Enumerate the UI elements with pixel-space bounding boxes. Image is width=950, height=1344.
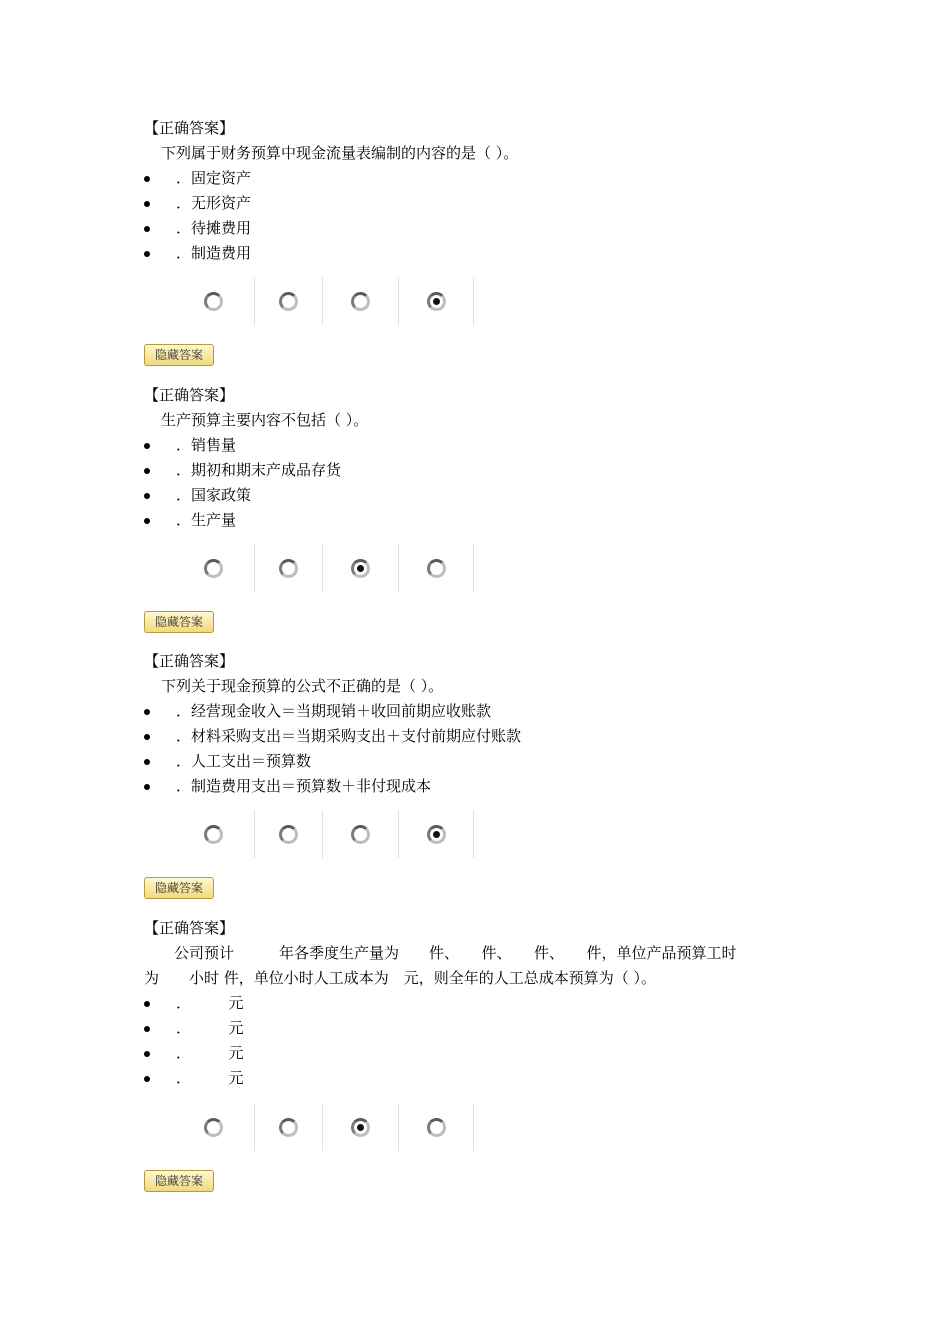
- hide-answer-button[interactable]: 隐藏答案: [144, 611, 214, 633]
- option-text: ．待摊费用: [176, 219, 252, 237]
- answer-heading: 【正确答案】: [144, 386, 235, 404]
- question-stem: 下列关于现金预算的公式不正确的是（ ）。: [161, 677, 444, 695]
- radio-cell-b: [255, 1103, 323, 1151]
- answer-heading: 【正确答案】: [144, 652, 235, 670]
- bullet-icon: [144, 1026, 150, 1032]
- radio-option-c[interactable]: [351, 1118, 370, 1137]
- radio-cell-c: [323, 277, 399, 325]
- radio-cell-a: [172, 544, 255, 592]
- radio-cell-b: [255, 810, 323, 858]
- radio-option-c[interactable]: [351, 292, 370, 311]
- bullet-icon: [144, 518, 150, 524]
- option-text: ． 元: [176, 994, 244, 1012]
- radio-option-c[interactable]: [351, 825, 370, 844]
- option-text: ． 元: [176, 1044, 244, 1062]
- option-text: ．材料采购支出＝当期采购支出＋支付前期应付账款: [176, 727, 522, 745]
- radio-option-a[interactable]: [204, 1118, 223, 1137]
- answer-radio-group: [172, 810, 474, 858]
- bullet-icon: [144, 1051, 150, 1057]
- radio-option-d[interactable]: [427, 1118, 446, 1137]
- question-stem: 下列属于财务预算中现金流量表编制的内容的是（ ）。: [161, 144, 519, 162]
- radio-cell-c: [323, 810, 399, 858]
- answer-heading: 【正确答案】: [144, 119, 235, 137]
- radio-option-b[interactable]: [279, 559, 298, 578]
- bullet-icon: [144, 226, 150, 232]
- option-text: ．国家政策: [176, 486, 252, 504]
- radio-cell-d: [399, 544, 474, 592]
- radio-option-d[interactable]: [427, 825, 446, 844]
- bullet-icon: [144, 784, 150, 790]
- bullet-icon: [144, 251, 150, 257]
- radio-cell-d: [399, 1103, 474, 1151]
- option-text: ．经营现金收入＝当期现销＋收回前期应收账款: [176, 702, 492, 720]
- question-stem: 生产预算主要内容不包括（ ）。: [161, 411, 369, 429]
- radio-cell-d: [399, 277, 474, 325]
- option-text: ．期初和期末产成品存货: [176, 461, 342, 479]
- stem-line-2: 为 小时 件，单位小时人工成本为 元，则全年的人工总成本预算为（ ）。: [144, 969, 657, 987]
- radio-cell-c: [323, 544, 399, 592]
- bullet-icon: [144, 734, 150, 740]
- radio-option-a[interactable]: [204, 559, 223, 578]
- radio-option-a[interactable]: [204, 825, 223, 844]
- option-text: ．无形资产: [176, 194, 252, 212]
- radio-option-b[interactable]: [279, 825, 298, 844]
- radio-cell-c: [323, 1103, 399, 1151]
- bullet-icon: [144, 1001, 150, 1007]
- radio-option-d[interactable]: [427, 559, 446, 578]
- radio-option-b[interactable]: [279, 292, 298, 311]
- hide-answer-button[interactable]: 隐藏答案: [144, 877, 214, 899]
- option-text: ．销售量: [176, 436, 237, 454]
- option-text: ． 元: [176, 1069, 244, 1087]
- bullet-icon: [144, 443, 150, 449]
- radio-option-b[interactable]: [279, 1118, 298, 1137]
- bullet-icon: [144, 759, 150, 765]
- radio-option-d[interactable]: [427, 292, 446, 311]
- bullet-icon: [144, 468, 150, 474]
- hide-answer-button[interactable]: 隐藏答案: [144, 1170, 214, 1192]
- radio-cell-a: [172, 810, 255, 858]
- bullet-icon: [144, 493, 150, 499]
- radio-option-a[interactable]: [204, 292, 223, 311]
- option-text: ．生产量: [176, 511, 237, 529]
- radio-option-c[interactable]: [351, 559, 370, 578]
- option-text: ．制造费用: [176, 244, 252, 262]
- radio-cell-a: [172, 277, 255, 325]
- option-text: ．人工支出＝预算数: [176, 752, 312, 770]
- answer-radio-group: [172, 1103, 474, 1151]
- radio-cell-b: [255, 544, 323, 592]
- stem-line-1: [144, 941, 824, 966]
- option-text: ．固定资产: [176, 169, 252, 187]
- answer-radio-group: [172, 277, 474, 325]
- bullet-icon: [144, 1076, 150, 1082]
- radio-cell-b: [255, 277, 323, 325]
- bullet-icon: [144, 176, 150, 182]
- option-text: ． 元: [176, 1019, 244, 1037]
- stem-line-1-text: 公司预计 年各季度生产量为 件、 件、 件、 件，单位产品预算工时: [174, 944, 737, 962]
- radio-cell-a: [172, 1103, 255, 1151]
- bullet-icon: [144, 709, 150, 715]
- question-stem: [144, 941, 824, 991]
- answer-radio-group: [172, 544, 474, 592]
- hide-answer-button[interactable]: 隐藏答案: [144, 344, 214, 366]
- bullet-icon: [144, 201, 150, 207]
- option-text: ．制造费用支出＝预算数＋非付现成本: [176, 777, 432, 795]
- answer-heading: 【正确答案】: [144, 919, 235, 937]
- radio-cell-d: [399, 810, 474, 858]
